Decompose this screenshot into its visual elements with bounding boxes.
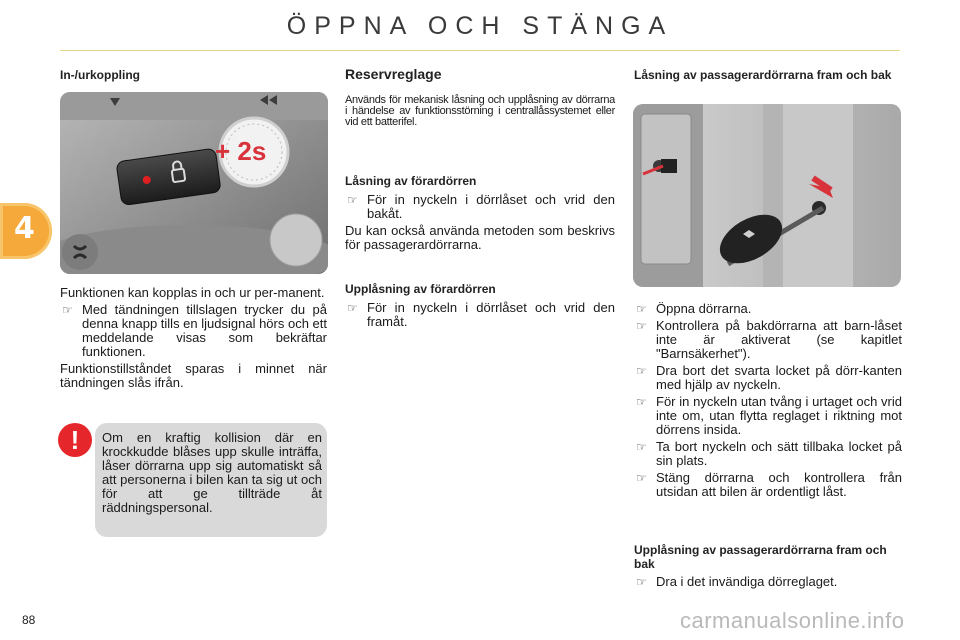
left-text-block — [60, 286, 327, 390]
pointing-hand-icon: ☞ — [62, 303, 73, 317]
list-item: ☞ Med tändningen tillslagen trycker du på denna knapp tills en ljudsignal hörs och ett meddelande visas som bekräftar funktionen. — [62, 302, 327, 359]
door-lock-photo — [633, 104, 901, 287]
list-item: ☞ Dra bort det svarta locket på dörr-kanten med hjälp av nyckeln. — [636, 363, 902, 392]
left-heading-block — [60, 68, 330, 82]
exclamation-icon: ! — [58, 423, 92, 457]
pointing-hand-icon: ☞ — [636, 395, 647, 409]
right-unlock-block — [634, 543, 902, 589]
list-item: ☞ Dra i det invändiga dörreglaget. — [636, 574, 838, 589]
duration-badge: + 2s — [215, 136, 267, 166]
reservreglage-intro: Används för mekanisk låsning och upplåsning av dörrarna i händelse av funktionsstörning i centrallåssystemet eller vid ett batterifel. — [345, 94, 615, 128]
right-heading-block — [634, 68, 902, 82]
function-outro: Funktionstillståndet sparas i minnet när tändningen slås ifrån. — [60, 361, 327, 390]
page-title: ÖPPNA OCH STÄNGA — [286, 12, 674, 40]
section-heading-reservreglage: Reservreglage — [345, 66, 442, 82]
chapter-tab — [0, 203, 52, 259]
list-item: ☞ För in nyckeln utan tvång i urtaget och vrid inte om, utan flytta reglaget i riktning mot dörrens insida. — [636, 394, 902, 437]
dashboard-button-photo — [60, 92, 328, 274]
pointing-hand-icon: ☞ — [636, 319, 647, 333]
right-list — [634, 302, 902, 499]
pointing-hand-icon: ☞ — [347, 301, 358, 315]
list-item: ☞ För in nyckeln i dörrlåset och vrid den framåt. — [347, 300, 615, 329]
page-number: 88 — [22, 613, 36, 627]
section-heading-lock-passenger: Låsning av passagerardörrarna fram och bak — [634, 68, 892, 82]
function-intro: Funktionen kan kopplas in och ur per-manent. — [60, 285, 325, 300]
section-heading-unlock-driver: Upplåsning av förardörren — [345, 282, 496, 296]
door-illustration — [633, 104, 901, 287]
title-divider — [60, 50, 900, 51]
list-item: ☞ Ta bort nyckeln och sätt tillbaka locket på sin plats. — [636, 439, 902, 468]
list-item: ☞ För in nyckeln i dörrlåset och vrid den bakåt. — [347, 192, 615, 221]
chapter-number: 4 — [14, 211, 35, 246]
pointing-hand-icon: ☞ — [636, 575, 647, 589]
pointing-hand-icon: ☞ — [636, 302, 647, 316]
list-item: ☞ Öppna dörrarna. — [636, 301, 752, 316]
watermark: carmanualsonline.info — [680, 608, 905, 633]
section-heading-unlock-passenger: Upplåsning av passagerardörrarna fram och bak — [634, 543, 887, 571]
pointing-hand-icon: ☞ — [347, 193, 358, 207]
dashboard-illustration — [60, 92, 328, 274]
pointing-hand-icon: ☞ — [636, 364, 647, 378]
middle-column — [345, 66, 615, 329]
lock-note: Du kan också använda metoden som beskrivs för passagerardörrarna. — [345, 223, 615, 252]
pointing-hand-icon: ☞ — [636, 471, 647, 485]
list-item: ☞ Kontrollera på bakdörrarna att barn-låset inte är aktiverat (se kapitlet "Barnsäkerhet"). — [636, 318, 902, 361]
warning-text: Om en kraftig kollision där en krockkudde blåses upp skulle inträffa, låser dörrarna upp sig automatiskt så att personerna i bilen kan ta sig ut och för att ge tillträde åt räddningspersonal. — [102, 430, 322, 515]
list-item: ☞ Stäng dörrarna och kontrollera från utsidan att bilen är ordentligt låst. — [636, 470, 902, 499]
section-heading-in-urkoppling: In-/urkoppling — [60, 68, 140, 82]
pointing-hand-icon: ☞ — [636, 440, 647, 454]
section-heading-lock-driver: Låsning av förardörren — [345, 174, 477, 188]
